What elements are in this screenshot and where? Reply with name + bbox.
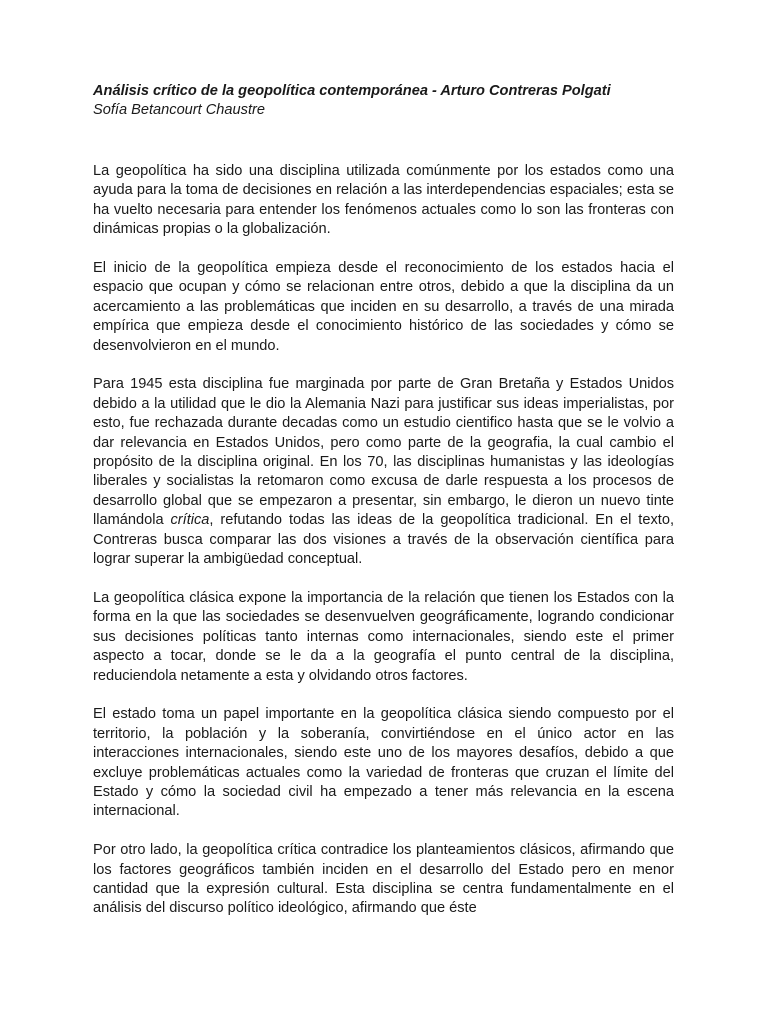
document-page bbox=[93, 82, 674, 938]
document-body bbox=[93, 162, 674, 919]
paragraph-3-text-before: Para 1945 esta disciplina fue marginada por parte de Gran Bretaña y Estados Unidos debido a la utilidad que le dio la Alemania Nazi para justificar sus ideas imperialistas, por esto, fue rechazada durante decadas como un estudio cientifico hasta que se le volvio a dar relevancia en Estados Unidos, pero como parte de la geografia, la cual cambio el propósito de la disciplina original. En los 70, las disciplinas humanistas y las ideologías liberales y socialistas la retomaron como excusa de darle respuesta a los procesos de desarrollo global que se empezaron a presentar, sin embargo, le dieron un nuevo tinte llamándola bbox=[93, 376, 674, 529]
paragraph-3-text-after: , refutando todas las ideas de la geopolítica tradicional. En el texto, Contreras busca comparar las dos visiones a través de la observación científica para lograr superar la ambigüedad conceptual. bbox=[93, 512, 674, 568]
paragraph-5: El estado toma un papel importante en la geopolítica clásica siendo compuesto por el territorio, la población y la soberanía, convirtiéndose en el único actor en las interacciones internacionales, siendo este uno de los mayores desafíos, debido a que excluye problemáticas actuales como la variedad de fronteras que cruzan el límite del Estado y cómo la sociedad civil ha empezado a tener más relevancia en la escena internacional. bbox=[93, 706, 674, 820]
paragraph-3-emphasis: crítica bbox=[170, 512, 210, 529]
paragraph-6: Por otro lado, la geopolítica crítica contradice los planteamientos clásicos, afirmando que los factores geográficos también inciden en el desarrollo del Estado pero en menor cantidad que la expresión cultural. Esta disciplina se centra fundamentalmente en el análisis del discurso político ideológico, afirmando que éste bbox=[93, 842, 674, 917]
paragraph-4: La geopolítica clásica expone la importancia de la relación que tienen los Estados con la forma en la que las sociedades se desenvuelven geográficamente, logrando condicionar sus decisiones políticas tanto internas como internacionales, siendo este el primer aspecto a tocar, donde se le da a la geografía el punto central de la disciplina, reduciendola netamente a esta y olvidando otros factores. bbox=[93, 589, 674, 684]
paragraph-2: El inicio de la geopolítica empieza desde el reconocimiento de los estados hacia el espacio que ocupan y cómo se relacionan entre otros, debido a que la disciplina da un acercamiento a las problemáticas que inciden en su desarrollo, a través de una mirada empírica que empieza desde el conocimiento histórico de las sociedades y cómo se desenvolvieron en el mundo. bbox=[93, 260, 674, 354]
paragraph-3 bbox=[93, 375, 674, 569]
paragraph-1: La geopolítica ha sido una disciplina utilizada comúnmente por los estados como una ayuda para la toma de decisiones en relación a las interdependencias espaciales; esta se ha vuelto necesaria para entender los fenómenos actuales como lo son las fronteras con dinámicas propias o la globalización. bbox=[93, 163, 674, 238]
document-author: Sofía Betancourt Chaustre bbox=[93, 102, 265, 118]
document-title: Análisis crítico de la geopolítica contemporánea - Arturo Contreras Polgati bbox=[93, 83, 611, 99]
